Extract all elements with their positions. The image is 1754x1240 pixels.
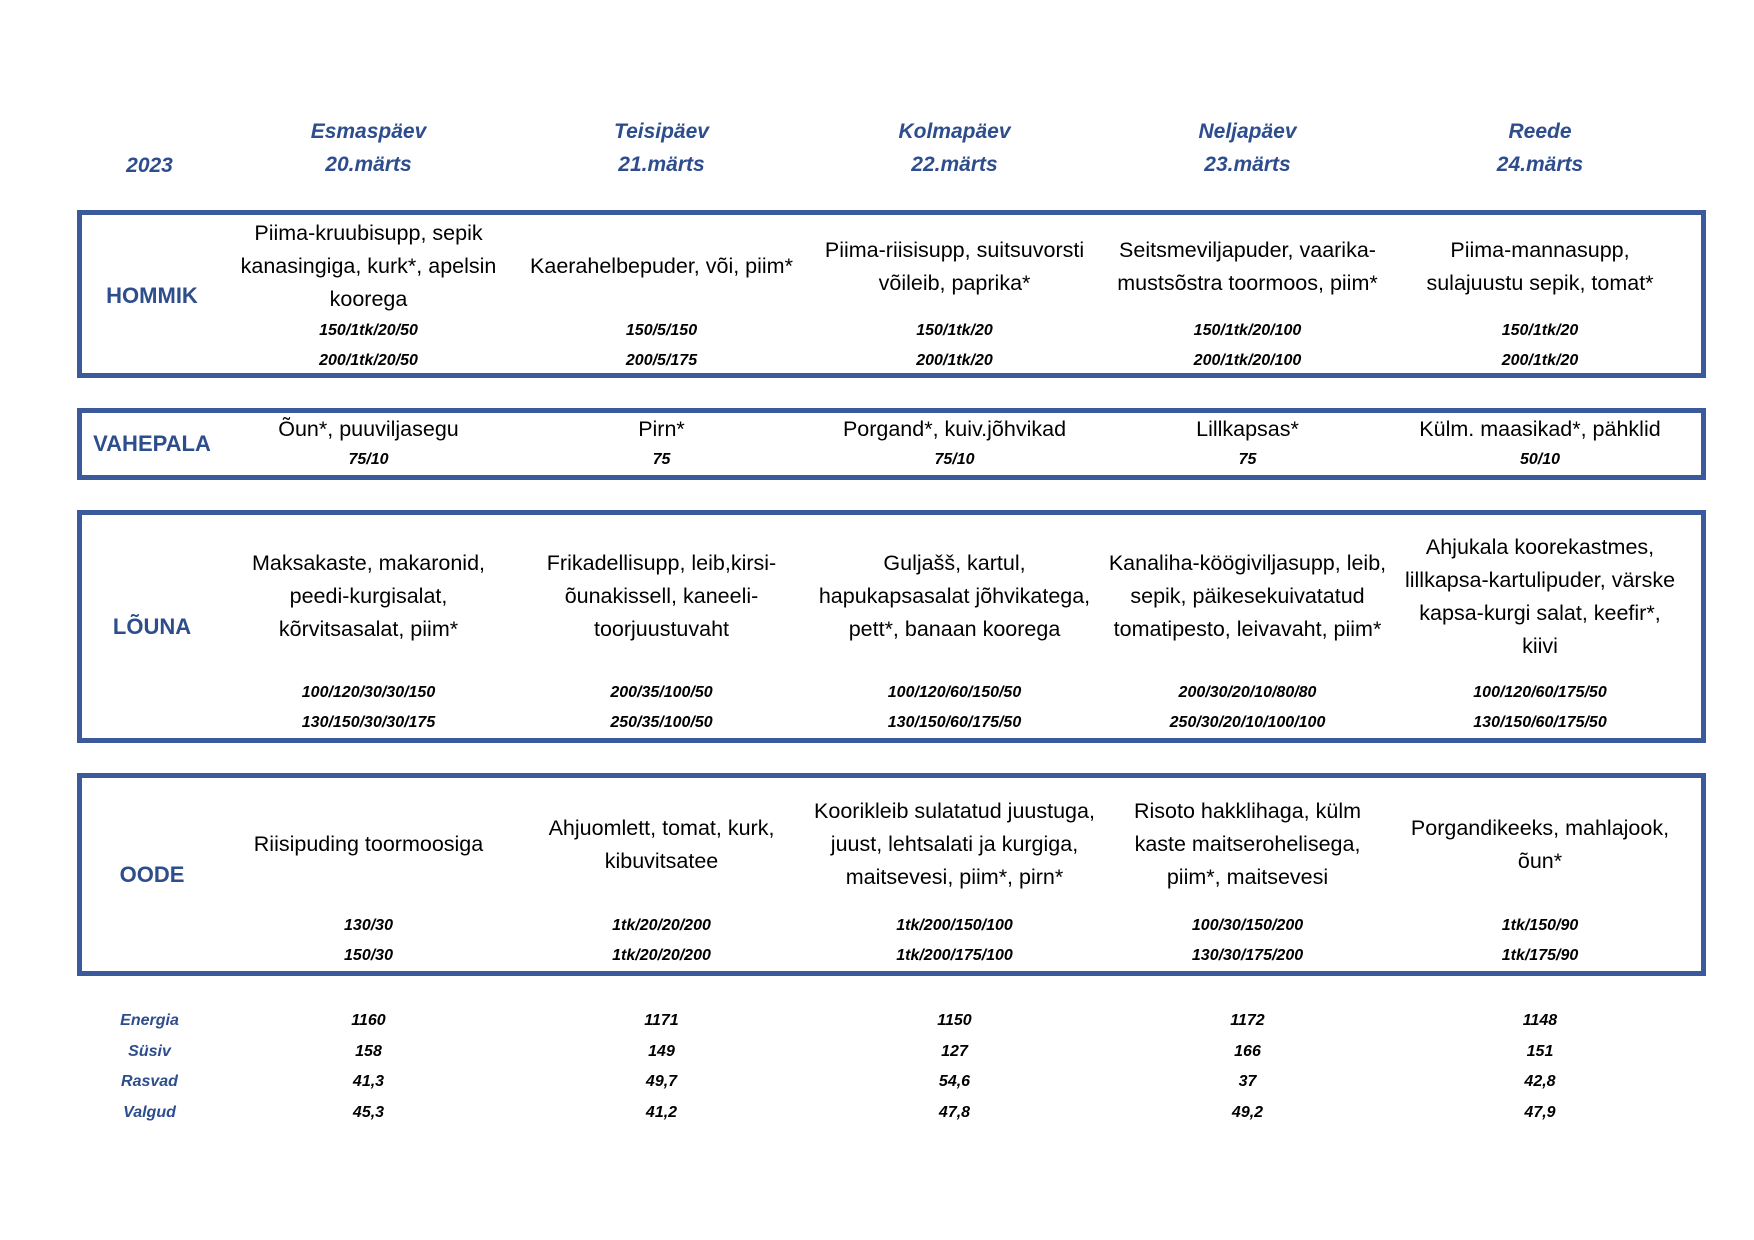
portion-small: 150/1tk/20/50 — [319, 322, 418, 339]
meal-day-cell — [1394, 778, 1686, 971]
day-header-mon — [222, 112, 515, 184]
nutrition-label-valgud: Valgud — [123, 1103, 176, 1121]
dish-text: Ahjuomlett, tomat, kurk, kibuvitsatee — [548, 815, 775, 873]
nutrition-value: 1148 — [1522, 1012, 1558, 1030]
portion-small: 100/120/30/30/150 — [301, 684, 436, 701]
meal-day-cell — [1394, 215, 1686, 376]
portion-large: 130/150/30/30/175 — [301, 714, 436, 731]
nutrition-label-energia: Energia — [120, 1012, 179, 1030]
day-header-fri — [1394, 112, 1686, 184]
portion-large: 200/1tk/20 — [1501, 352, 1579, 369]
portion-small: 150/1tk/20 — [916, 322, 993, 339]
meal-day-cell — [515, 515, 808, 738]
meal-day-cell — [1101, 215, 1394, 376]
nutrition-value: 151 — [1526, 1042, 1554, 1060]
portion-large: 200/5/175 — [625, 352, 698, 369]
year-label: 2023 — [126, 154, 173, 177]
meal-day-cell — [222, 215, 515, 376]
portion-small: 150/1tk/20 — [1501, 322, 1579, 339]
meal-day-cell — [808, 215, 1101, 376]
day-header-tue — [515, 112, 808, 184]
meal-day-cell — [515, 778, 808, 971]
portion-small: 1tk/150/90 — [1501, 917, 1579, 934]
portion-large: 130/150/60/175/50 — [887, 714, 1022, 731]
nutrition-value: 1160 — [351, 1012, 386, 1030]
portion: 50/10 — [1519, 451, 1561, 468]
day-date: 24.märts — [1496, 153, 1584, 176]
nutrition-value: 41,2 — [645, 1103, 678, 1121]
portion-large: 250/35/100/50 — [610, 714, 713, 731]
nutrition-value: 1171 — [644, 1012, 679, 1030]
meal-day-cell — [808, 413, 1101, 475]
meal-day-cell — [1101, 778, 1394, 971]
meal-block-hommik — [77, 210, 1706, 378]
portion-large: 200/1tk/20/50 — [319, 352, 418, 369]
dish-text: Porgandikeeks, mahlajook, õun* — [1410, 815, 1670, 873]
dish-text: Kanaliha-köögiviljasupp, leib, sepik, päikesekuivatatud tomatipesto, leivavaht, piim* — [1108, 551, 1387, 641]
dish-text: Piima-riisisupp, suitsuvorsti võileib, paprika* — [824, 237, 1085, 295]
meal-day-cell — [1101, 515, 1394, 738]
dish-text: Lillkapsas* — [1196, 417, 1299, 441]
dish-text: Külm. maasikad*, pähklid — [1419, 417, 1661, 441]
meal-label: OODE — [119, 861, 185, 887]
meal-day-cell — [515, 215, 808, 376]
nutrition-value: 37 — [1238, 1073, 1257, 1091]
meal-label: VAHEPALA — [93, 431, 211, 456]
portion-small: 200/35/100/50 — [610, 684, 713, 701]
portion: 75 — [1238, 451, 1257, 468]
nutrition-value: 1172 — [1230, 1012, 1265, 1030]
meal-day-cell — [222, 515, 515, 738]
portion: 75/10 — [934, 451, 975, 468]
nutrition-label-susiv: Süsiv — [128, 1042, 171, 1060]
portion-small: 130/30 — [344, 917, 393, 934]
dish-text: Õun*, puuviljasegu — [278, 417, 459, 441]
dish-text: Risoto hakklihaga, külm kaste maitserohelisega, piim*, maitsevesi — [1133, 799, 1362, 889]
dish-text: Koorikleib sulatatud juustuga, juust, lehtsalati ja kurgiga, maitsevesi, piim*, pirn* — [814, 799, 1095, 889]
portion-small: 200/30/20/10/80/80 — [1178, 684, 1317, 701]
day-name: Esmaspäev — [310, 120, 427, 143]
nutrition-label-rasvad: Rasvad — [121, 1073, 178, 1091]
portion-large: 200/1tk/20/100 — [1193, 352, 1302, 369]
meal-block-louna — [77, 510, 1706, 743]
dish-text: Porgand*, kuiv.jõhvikad — [842, 417, 1067, 441]
portion-small: 100/120/60/150/50 — [887, 684, 1022, 701]
meal-block-oode — [77, 773, 1706, 976]
portion-small: 100/30/150/200 — [1191, 917, 1304, 934]
meal-day-cell — [1394, 413, 1686, 475]
portion-large: 1tk/200/175/100 — [896, 947, 1013, 964]
meal-label: LÕUNA — [112, 613, 192, 639]
nutrition-value: 158 — [355, 1042, 382, 1060]
meal-day-cell — [808, 778, 1101, 971]
day-date: 22.märts — [911, 153, 998, 176]
nutrition-value: 54,6 — [938, 1073, 971, 1091]
nutrition-value: 1150 — [937, 1012, 972, 1030]
portion-small: 150/1tk/20/100 — [1193, 322, 1302, 339]
meal-label: HOMMIK — [106, 282, 198, 308]
nutrition-table — [77, 1006, 1706, 1128]
dish-text: Ahjukala koorekastmes, lillkapsa-kartulipuder, värske kapsa-kurgi salat, keefir*, kiivi — [1404, 534, 1676, 658]
year-cell — [77, 112, 222, 184]
dish-text: Maksakaste, makaronid, peedi-kurgisalat, kõrvitsasalat, piim* — [251, 551, 485, 641]
portion: 75 — [652, 451, 671, 468]
nutrition-value: 49,2 — [1231, 1103, 1264, 1121]
portion-large: 200/1tk/20 — [916, 352, 993, 369]
day-header-thu — [1101, 112, 1394, 184]
day-header-row — [77, 112, 1706, 184]
nutrition-value: 41,3 — [352, 1073, 385, 1091]
nutrition-value: 47,9 — [1524, 1103, 1556, 1121]
nutrition-value: 42,8 — [1524, 1073, 1556, 1091]
nutrition-value: 47,8 — [938, 1103, 971, 1121]
dish-text: Guljašš, kartul, hapukapsasalat jõhvikatega, pett*, banaan koorega — [818, 551, 1091, 641]
dish-text: Frikadellisupp, leib,kirsi-õunakissell, kaneeli-toorjuustuvaht — [546, 551, 777, 641]
portion-large: 1tk/175/90 — [1501, 947, 1579, 964]
day-name: Neljapäev — [1198, 120, 1297, 143]
nutrition-value: 149 — [648, 1042, 675, 1060]
nutrition-value: 45,3 — [352, 1103, 385, 1121]
meal-block-vahepala — [77, 408, 1706, 480]
portion-small: 1tk/20/20/200 — [612, 917, 711, 934]
day-date: 23.märts — [1204, 153, 1291, 176]
meal-day-cell — [1394, 515, 1686, 738]
nutrition-value: 49,7 — [645, 1073, 678, 1091]
nutrition-value: 127 — [941, 1042, 968, 1060]
meal-day-cell — [808, 515, 1101, 738]
portion: 75/10 — [348, 451, 389, 468]
portion-small: 1tk/200/150/100 — [896, 917, 1013, 934]
day-name: Reede — [1508, 120, 1572, 143]
dish-text: Piima-kruubisupp, sepik kanasingiga, kurk*, apelsin koorega — [240, 221, 497, 311]
day-name: Teisipäev — [614, 120, 709, 143]
portion-large: 250/30/20/10/100/100 — [1169, 714, 1326, 731]
day-date: 20.märts — [325, 153, 412, 176]
dish-text: Riisipuding toormoosiga — [253, 832, 484, 856]
meal-day-cell — [515, 413, 808, 475]
meal-day-cell — [1101, 413, 1394, 475]
day-name: Kolmapäev — [898, 120, 1011, 143]
portion-large: 150/30 — [344, 947, 393, 964]
portion-small: 150/5/150 — [625, 322, 698, 339]
meal-day-cell — [222, 413, 515, 475]
portion-large: 130/30/175/200 — [1191, 947, 1304, 964]
day-date: 21.märts — [618, 153, 705, 176]
day-header-wed — [808, 112, 1101, 184]
dish-text: Piima-mannasupp, sulajuustu sepik, tomat* — [1426, 237, 1654, 295]
portion-large: 130/150/60/175/50 — [1473, 714, 1607, 731]
dish-text: Kaerahelbepuder, või, piim* — [530, 254, 793, 278]
dish-text: Seitsmeviljapuder, vaarika-mustsõstra toormoos, piim* — [1117, 237, 1378, 295]
meal-day-cell — [222, 778, 515, 971]
nutrition-value: 166 — [1234, 1042, 1261, 1060]
portion-small: 100/120/60/175/50 — [1473, 684, 1607, 701]
portion-large: 1tk/20/20/200 — [612, 947, 711, 964]
dish-text: Pirn* — [638, 417, 685, 441]
